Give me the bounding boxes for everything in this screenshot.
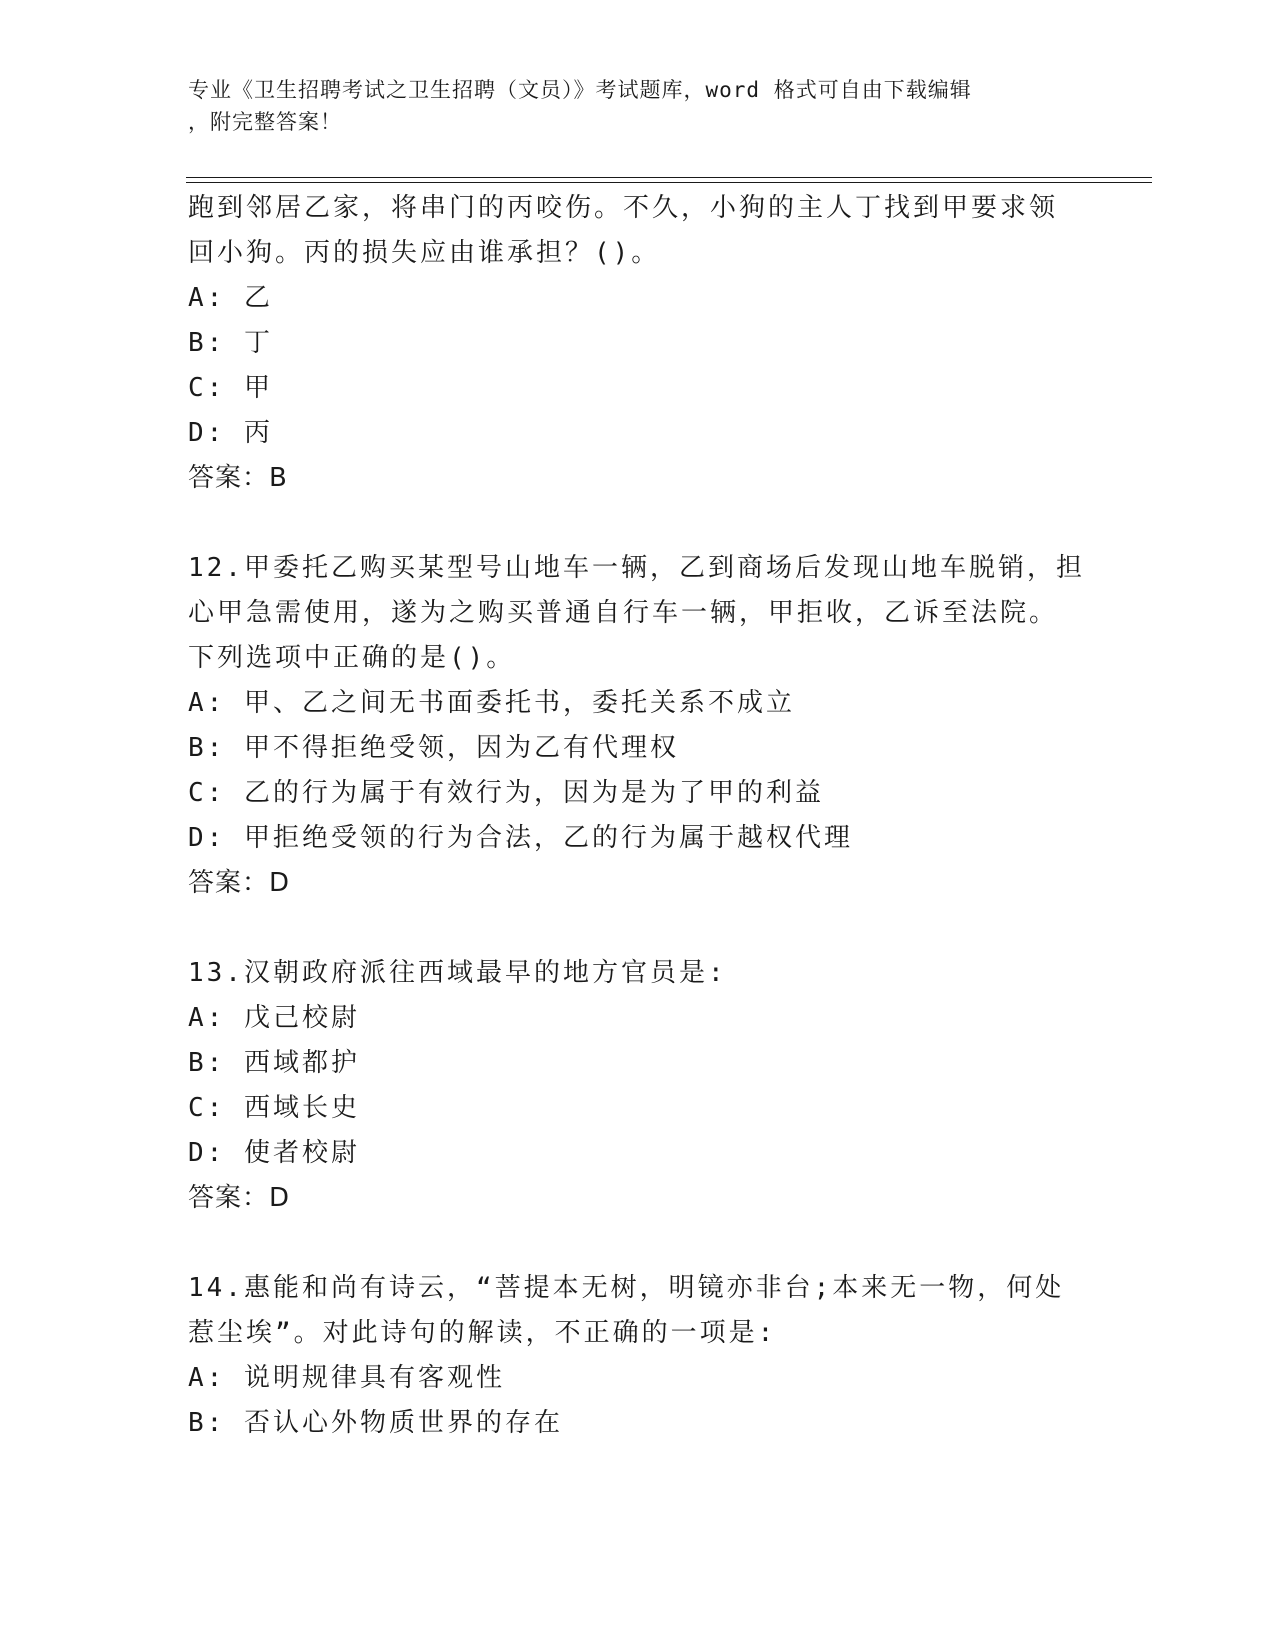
question-14 bbox=[188, 1266, 1088, 1446]
option-a: A: 说明规律具有客观性 bbox=[188, 1363, 505, 1393]
document-header bbox=[188, 74, 1068, 138]
question-text-line: 14.惠能和尚有诗云，“菩提本无树，明镜亦非台;本来无一物，何处 bbox=[188, 1273, 1065, 1303]
option-c: C: 甲 bbox=[188, 373, 273, 403]
answer: 答案：D bbox=[188, 1183, 291, 1213]
question-13 bbox=[188, 951, 1088, 1221]
question-list bbox=[188, 186, 1088, 1446]
question-text-line: 12.甲委托乙购买某型号山地车一辆，乙到商场后发现山地车脱销，担 bbox=[188, 553, 1085, 583]
option-d: D: 丙 bbox=[188, 418, 273, 448]
question-text-line: 心甲急需使用，遂为之购买普通自行车一辆，甲拒收，乙诉至法院。 bbox=[188, 598, 1059, 628]
option-c: C: 西域长史 bbox=[188, 1093, 360, 1123]
option-b: B: 否认心外物质世界的存在 bbox=[188, 1408, 563, 1438]
answer: 答案：D bbox=[188, 868, 291, 898]
question-12 bbox=[188, 546, 1088, 906]
spacer bbox=[188, 501, 1088, 546]
header-line-2: ，附完整答案！ bbox=[188, 110, 342, 134]
question-text-line: 13.汉朝政府派往西域最早的地方官员是: bbox=[188, 958, 727, 988]
spacer bbox=[188, 1221, 1088, 1266]
question-text-line: 回小狗。丙的损失应由谁承担？()。 bbox=[188, 238, 661, 268]
option-b: B: 西域都护 bbox=[188, 1048, 360, 1078]
question-text-line: 下列选项中正确的是()。 bbox=[188, 643, 516, 673]
header-rule-top bbox=[186, 177, 1152, 178]
option-a: A: 戊己校尉 bbox=[188, 1003, 360, 1033]
option-b: B: 甲不得拒绝受领，因为乙有代理权 bbox=[188, 733, 679, 763]
header-line-1: 专业《卫生招聘考试之卫生招聘（文员）》考试题库，word 格式可自由下载编辑 bbox=[188, 78, 972, 102]
option-a: A: 乙 bbox=[188, 283, 273, 313]
answer: 答案：B bbox=[188, 463, 288, 493]
option-c: C: 乙的行为属于有效行为，因为是为了甲的利益 bbox=[188, 778, 824, 808]
question-text-line: 惹尘埃”。对此诗句的解读，不正确的一项是: bbox=[188, 1318, 777, 1348]
question-text-line: 跑到邻居乙家，将串门的丙咬伤。不久，小狗的主人丁找到甲要求领 bbox=[188, 193, 1059, 223]
question-11 bbox=[188, 186, 1088, 501]
spacer bbox=[188, 906, 1088, 951]
option-d: D: 甲拒绝受领的行为合法，乙的行为属于越权代理 bbox=[188, 823, 853, 853]
option-b: B: 丁 bbox=[188, 328, 273, 358]
option-a: A: 甲、乙之间无书面委托书，委托关系不成立 bbox=[188, 688, 795, 718]
header-rule-bottom bbox=[186, 182, 1152, 183]
option-d: D: 使者校尉 bbox=[188, 1138, 360, 1168]
